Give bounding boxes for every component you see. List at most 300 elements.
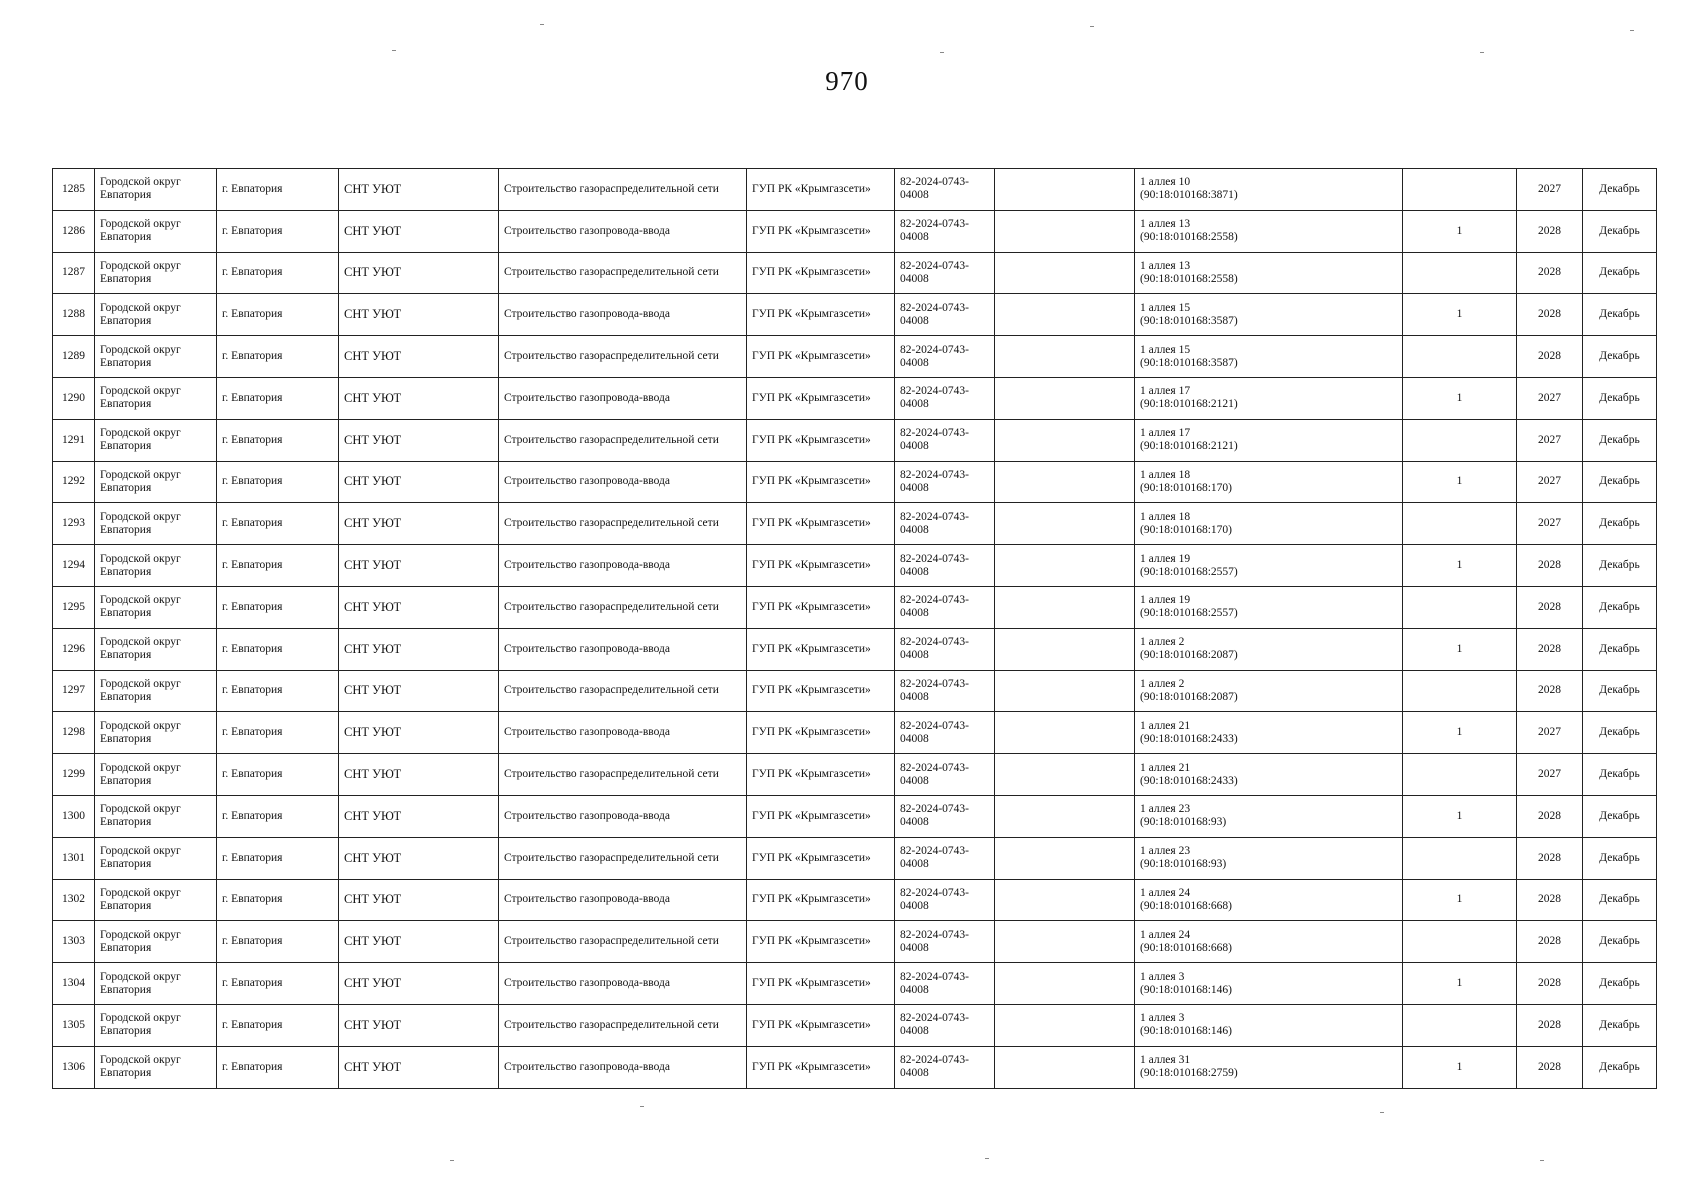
month-cell [1583, 795, 1657, 837]
address-cell [1135, 169, 1403, 211]
address-cell [1135, 879, 1403, 921]
registry-number-cell [895, 503, 995, 545]
row-number-cell [53, 879, 95, 921]
address-cell [1135, 210, 1403, 252]
address-text: 1 аллея 19 [1140, 594, 1191, 607]
count-cell [1403, 545, 1517, 587]
address-text: (90:18:010168:170) [1140, 481, 1232, 494]
operator-cell [747, 921, 895, 963]
row-number-text: 1304 [62, 977, 85, 990]
address-text: 1 аллея 24 [1140, 928, 1191, 941]
city-text: г. Евпатория [222, 768, 283, 781]
operator-cell [747, 461, 895, 503]
address-text: 1 аллея 10 [1140, 176, 1191, 189]
row-number-cell [53, 1046, 95, 1088]
operator-text: ГУП РК «Крымгазсети» [752, 266, 871, 279]
partnership-cell [339, 754, 499, 796]
registry-number-cell [895, 1046, 995, 1088]
registry-number-cell [895, 377, 995, 419]
work-description-cell [499, 879, 747, 921]
row-number-cell [53, 377, 95, 419]
scan-speck [540, 24, 544, 25]
registry-number-cell [895, 461, 995, 503]
city-cell [217, 921, 339, 963]
city-text: г. Евпатория [222, 726, 283, 739]
operator-cell [747, 754, 895, 796]
row-number-text: 1287 [62, 266, 85, 279]
city-text: г. Евпатория [222, 893, 283, 906]
count-text: 1 [1456, 1060, 1463, 1073]
city-cell [217, 586, 339, 628]
year-text: 2027 [1538, 475, 1561, 488]
district-cell [95, 754, 217, 796]
count-text: 1 [1456, 224, 1463, 237]
district-text: Городской округ Евпатория [100, 928, 181, 954]
row-number-text: 1286 [62, 224, 85, 237]
count-cell [1403, 169, 1517, 211]
table-row [53, 252, 1657, 294]
district-text: Городской округ Евпатория [100, 552, 181, 578]
address-text: 1 аллея 23 [1140, 845, 1191, 858]
partnership-text: СНТ УЮТ [344, 641, 402, 656]
registry-number-cell [895, 169, 995, 211]
address-cell [1135, 628, 1403, 670]
month-cell [1583, 963, 1657, 1005]
month-text: Декабрь [1599, 559, 1640, 572]
registry-number-cell [895, 336, 995, 378]
empty-cell [995, 628, 1135, 670]
operator-cell [747, 670, 895, 712]
year-cell [1517, 1046, 1583, 1088]
work-description-text: Строительство газораспределительной сети [504, 768, 719, 781]
district-cell [95, 503, 217, 545]
address-text: 1 аллея 17 [1140, 427, 1191, 440]
partnership-text: СНТ УЮТ [344, 307, 402, 322]
partnership-text: СНТ УЮТ [344, 181, 402, 196]
district-cell [95, 795, 217, 837]
row-number-text: 1300 [62, 809, 85, 822]
empty-cell [995, 879, 1135, 921]
city-text: г. Евпатория [222, 182, 283, 195]
address-cell [1135, 503, 1403, 545]
address-text: (90:18:010168:2759) [1140, 1067, 1238, 1080]
city-text: г. Евпатория [222, 684, 283, 697]
address-text: (90:18:010168:2557) [1140, 607, 1238, 620]
work-description-text: Строительство газораспределительной сети [504, 350, 719, 363]
table-row [53, 837, 1657, 879]
scan-speck [1540, 1160, 1544, 1161]
row-number-text: 1292 [62, 475, 85, 488]
count-cell [1403, 879, 1517, 921]
count-cell [1403, 586, 1517, 628]
partnership-text: СНТ УЮТ [344, 474, 402, 489]
city-text: г. Евпатория [222, 935, 283, 948]
address-text: (90:18:010168:2557) [1140, 565, 1238, 578]
city-text: г. Евпатория [222, 308, 283, 321]
row-number-cell [53, 545, 95, 587]
month-text: Декабрь [1599, 977, 1640, 990]
city-cell [217, 461, 339, 503]
district-text: Городской округ Евпатория [100, 970, 181, 996]
month-cell [1583, 1046, 1657, 1088]
partnership-text: СНТ УЮТ [344, 1059, 402, 1074]
address-cell [1135, 837, 1403, 879]
work-description-cell [499, 169, 747, 211]
month-cell [1583, 461, 1657, 503]
partnership-text: СНТ УЮТ [344, 850, 402, 865]
count-cell [1403, 712, 1517, 754]
year-cell [1517, 754, 1583, 796]
work-description-text: Строительство газораспределительной сети [504, 266, 719, 279]
work-description-cell [499, 419, 747, 461]
city-cell [217, 294, 339, 336]
address-text: 1 аллея 3 [1140, 1012, 1185, 1025]
partnership-cell [339, 712, 499, 754]
city-cell [217, 252, 339, 294]
work-description-cell [499, 336, 747, 378]
registry-number-text: 82-2024-0743-04008 [900, 677, 969, 703]
count-cell [1403, 921, 1517, 963]
partnership-cell [339, 377, 499, 419]
registry-number-text: 82-2024-0743-04008 [900, 1012, 969, 1038]
work-description-cell [499, 963, 747, 1005]
city-text: г. Евпатория [222, 1060, 283, 1073]
address-cell [1135, 419, 1403, 461]
month-cell [1583, 210, 1657, 252]
year-cell [1517, 419, 1583, 461]
table-row [53, 754, 1657, 796]
year-text: 2028 [1538, 1060, 1561, 1073]
registry-number-cell [895, 210, 995, 252]
empty-cell [995, 963, 1135, 1005]
scan-speck [985, 1158, 989, 1159]
partnership-text: СНТ УЮТ [344, 390, 402, 405]
partnership-text: СНТ УЮТ [344, 976, 402, 991]
partnership-text: СНТ УЮТ [344, 808, 402, 823]
table-row [53, 503, 1657, 545]
partnership-cell [339, 461, 499, 503]
count-cell [1403, 628, 1517, 670]
partnership-cell [339, 169, 499, 211]
scan-speck [1380, 1112, 1384, 1113]
city-cell [217, 545, 339, 587]
operator-cell [747, 1046, 895, 1088]
partnership-cell [339, 879, 499, 921]
row-number-text: 1290 [62, 391, 85, 404]
district-text: Городской округ Евпатория [100, 719, 181, 745]
city-text: г. Евпатория [222, 977, 283, 990]
table-row [53, 336, 1657, 378]
operator-cell [747, 1004, 895, 1046]
row-number-text: 1285 [62, 182, 85, 195]
district-cell [95, 963, 217, 1005]
year-cell [1517, 712, 1583, 754]
scan-speck [392, 50, 396, 51]
registry-number-text: 82-2024-0743-04008 [900, 719, 969, 745]
month-cell [1583, 712, 1657, 754]
district-cell [95, 377, 217, 419]
work-description-text: Строительство газораспределительной сети [504, 851, 719, 864]
address-text: (90:18:010168:2558) [1140, 231, 1238, 244]
year-cell [1517, 503, 1583, 545]
work-description-cell [499, 837, 747, 879]
address-cell [1135, 712, 1403, 754]
partnership-cell [339, 921, 499, 963]
operator-text: ГУП РК «Крымгазсети» [752, 1018, 871, 1031]
address-cell [1135, 1046, 1403, 1088]
month-cell [1583, 921, 1657, 963]
empty-cell [995, 754, 1135, 796]
registry-number-text: 82-2024-0743-04008 [900, 886, 969, 912]
count-text: 1 [1456, 893, 1463, 906]
row-number-cell [53, 628, 95, 670]
partnership-text: СНТ УЮТ [344, 349, 402, 364]
registry-number-text: 82-2024-0743-04008 [900, 970, 969, 996]
month-text: Декабрь [1599, 935, 1640, 948]
registry-number-text: 82-2024-0743-04008 [900, 552, 969, 578]
district-text: Городской округ Евпатория [100, 803, 181, 829]
partnership-text: СНТ УЮТ [344, 1017, 402, 1032]
registry-table [52, 168, 1657, 1089]
registry-number-text: 82-2024-0743-04008 [900, 1054, 969, 1080]
empty-cell [995, 921, 1135, 963]
work-description-cell [499, 461, 747, 503]
month-cell [1583, 754, 1657, 796]
registry-number-cell [895, 879, 995, 921]
row-number-text: 1302 [62, 893, 85, 906]
row-number-text: 1295 [62, 600, 85, 613]
year-text: 2027 [1538, 182, 1561, 195]
row-number-cell [53, 712, 95, 754]
operator-cell [747, 210, 895, 252]
count-text: 1 [1456, 977, 1463, 990]
month-cell [1583, 503, 1657, 545]
empty-cell [995, 837, 1135, 879]
empty-cell [995, 670, 1135, 712]
table-row [53, 461, 1657, 503]
row-number-cell [53, 586, 95, 628]
registry-number-cell [895, 670, 995, 712]
registry-number-cell [895, 795, 995, 837]
empty-cell [995, 419, 1135, 461]
operator-cell [747, 503, 895, 545]
year-cell [1517, 169, 1583, 211]
partnership-cell [339, 419, 499, 461]
work-description-cell [499, 670, 747, 712]
year-cell [1517, 210, 1583, 252]
count-cell [1403, 336, 1517, 378]
city-text: г. Евпатория [222, 809, 283, 822]
month-text: Декабрь [1599, 517, 1640, 530]
operator-cell [747, 336, 895, 378]
address-text: 1 аллея 3 [1140, 970, 1185, 983]
city-cell [217, 837, 339, 879]
operator-cell [747, 963, 895, 1005]
city-text: г. Евпатория [222, 851, 283, 864]
work-description-text: Строительство газопровода-ввода [504, 977, 670, 990]
empty-cell [995, 712, 1135, 754]
work-description-text: Строительство газораспределительной сети [504, 517, 719, 530]
city-text: г. Евпатория [222, 391, 283, 404]
operator-text: ГУП РК «Крымгазсети» [752, 182, 871, 195]
operator-text: ГУП РК «Крымгазсети» [752, 893, 871, 906]
address-cell [1135, 795, 1403, 837]
city-text: г. Евпатория [222, 559, 283, 572]
address-text: (90:18:010168:2121) [1140, 440, 1238, 453]
month-cell [1583, 377, 1657, 419]
work-description-text: Строительство газопровода-ввода [504, 559, 670, 572]
district-text: Городской округ Евпатория [100, 510, 181, 536]
partnership-cell [339, 795, 499, 837]
year-cell [1517, 628, 1583, 670]
address-text: 1 аллея 24 [1140, 886, 1191, 899]
address-text: 1 аллея 13 [1140, 259, 1191, 272]
operator-cell [747, 419, 895, 461]
district-cell [95, 419, 217, 461]
work-description-text: Строительство газораспределительной сети [504, 1018, 719, 1031]
year-cell [1517, 545, 1583, 587]
month-text: Декабрь [1599, 308, 1640, 321]
address-text: (90:18:010168:2558) [1140, 272, 1238, 285]
operator-cell [747, 586, 895, 628]
registry-number-cell [895, 837, 995, 879]
scan-speck [1480, 52, 1484, 53]
table-row [53, 795, 1657, 837]
district-cell [95, 586, 217, 628]
count-cell [1403, 503, 1517, 545]
partnership-cell [339, 1046, 499, 1088]
operator-text: ГУП РК «Крымгазсети» [752, 1060, 871, 1073]
month-text: Декабрь [1599, 684, 1640, 697]
month-cell [1583, 169, 1657, 211]
work-description-cell [499, 210, 747, 252]
city-cell [217, 210, 339, 252]
count-cell [1403, 252, 1517, 294]
scan-speck [640, 1106, 644, 1107]
count-text: 1 [1456, 809, 1463, 822]
year-text: 2028 [1538, 851, 1561, 864]
scan-speck [1090, 26, 1094, 27]
district-cell [95, 210, 217, 252]
registry-number-text: 82-2024-0743-04008 [900, 218, 969, 244]
address-cell [1135, 545, 1403, 587]
count-cell [1403, 795, 1517, 837]
address-text: (90:18:010168:668) [1140, 941, 1232, 954]
operator-text: ГУП РК «Крымгазсети» [752, 559, 871, 572]
city-cell [217, 754, 339, 796]
month-cell [1583, 1004, 1657, 1046]
empty-cell [995, 377, 1135, 419]
year-text: 2027 [1538, 433, 1561, 446]
city-cell [217, 879, 339, 921]
year-text: 2027 [1538, 768, 1561, 781]
partnership-cell [339, 628, 499, 670]
row-number-cell [53, 461, 95, 503]
operator-text: ГУП РК «Крымгазсети» [752, 726, 871, 739]
operator-text: ГУП РК «Крымгазсети» [752, 809, 871, 822]
year-text: 2028 [1538, 684, 1561, 697]
operator-text: ГУП РК «Крымгазсети» [752, 768, 871, 781]
operator-text: ГУП РК «Крымгазсети» [752, 433, 871, 446]
row-number-text: 1303 [62, 935, 85, 948]
operator-cell [747, 545, 895, 587]
month-text: Декабрь [1599, 893, 1640, 906]
year-cell [1517, 336, 1583, 378]
row-number-cell [53, 169, 95, 211]
year-cell [1517, 879, 1583, 921]
operator-cell [747, 628, 895, 670]
row-number-cell [53, 754, 95, 796]
month-text: Декабрь [1599, 391, 1640, 404]
district-text: Городской округ Евпатория [100, 218, 181, 244]
registry-number-cell [895, 921, 995, 963]
row-number-text: 1296 [62, 642, 85, 655]
operator-text: ГУП РК «Крымгазсети» [752, 517, 871, 530]
year-cell [1517, 795, 1583, 837]
month-cell [1583, 670, 1657, 712]
partnership-text: СНТ УЮТ [344, 265, 402, 280]
year-cell [1517, 921, 1583, 963]
month-text: Декабрь [1599, 224, 1640, 237]
work-description-cell [499, 377, 747, 419]
count-cell [1403, 210, 1517, 252]
row-number-cell [53, 921, 95, 963]
table-row [53, 294, 1657, 336]
count-text: 1 [1456, 642, 1463, 655]
row-number-text: 1294 [62, 559, 85, 572]
district-text: Городской округ Евпатория [100, 259, 181, 285]
row-number-text: 1299 [62, 768, 85, 781]
work-description-cell [499, 586, 747, 628]
partnership-cell [339, 586, 499, 628]
work-description-cell [499, 712, 747, 754]
month-text: Декабрь [1599, 809, 1640, 822]
month-text: Декабрь [1599, 433, 1640, 446]
year-text: 2028 [1538, 224, 1561, 237]
city-text: г. Евпатория [222, 475, 283, 488]
work-description-cell [499, 921, 747, 963]
address-text: 1 аллея 18 [1140, 468, 1191, 481]
work-description-text: Строительство газопровода-ввода [504, 475, 670, 488]
city-cell [217, 670, 339, 712]
month-cell [1583, 837, 1657, 879]
operator-cell [747, 879, 895, 921]
table-row [53, 1046, 1657, 1088]
partnership-cell [339, 545, 499, 587]
row-number-cell [53, 210, 95, 252]
year-text: 2027 [1538, 391, 1561, 404]
address-cell [1135, 377, 1403, 419]
address-text: 1 аллея 15 [1140, 301, 1191, 314]
partnership-text: СНТ УЮТ [344, 683, 402, 698]
city-text: г. Евпатория [222, 517, 283, 530]
work-description-text: Строительство газопровода-ввода [504, 893, 670, 906]
year-text: 2028 [1538, 559, 1561, 572]
district-text: Городской округ Евпатория [100, 468, 181, 494]
district-text: Городской округ Евпатория [100, 677, 181, 703]
month-cell [1583, 879, 1657, 921]
year-text: 2028 [1538, 977, 1561, 990]
work-description-text: Строительство газопровода-ввода [504, 224, 670, 237]
address-cell [1135, 294, 1403, 336]
address-text: 1 аллея 17 [1140, 385, 1191, 398]
registry-number-text: 82-2024-0743-04008 [900, 343, 969, 369]
address-text: 1 аллея 2 [1140, 677, 1185, 690]
work-description-cell [499, 754, 747, 796]
operator-text: ГУП РК «Крымгазсети» [752, 935, 871, 948]
district-text: Городской округ Евпатория [100, 886, 181, 912]
address-text: (90:18:010168:2087) [1140, 649, 1238, 662]
